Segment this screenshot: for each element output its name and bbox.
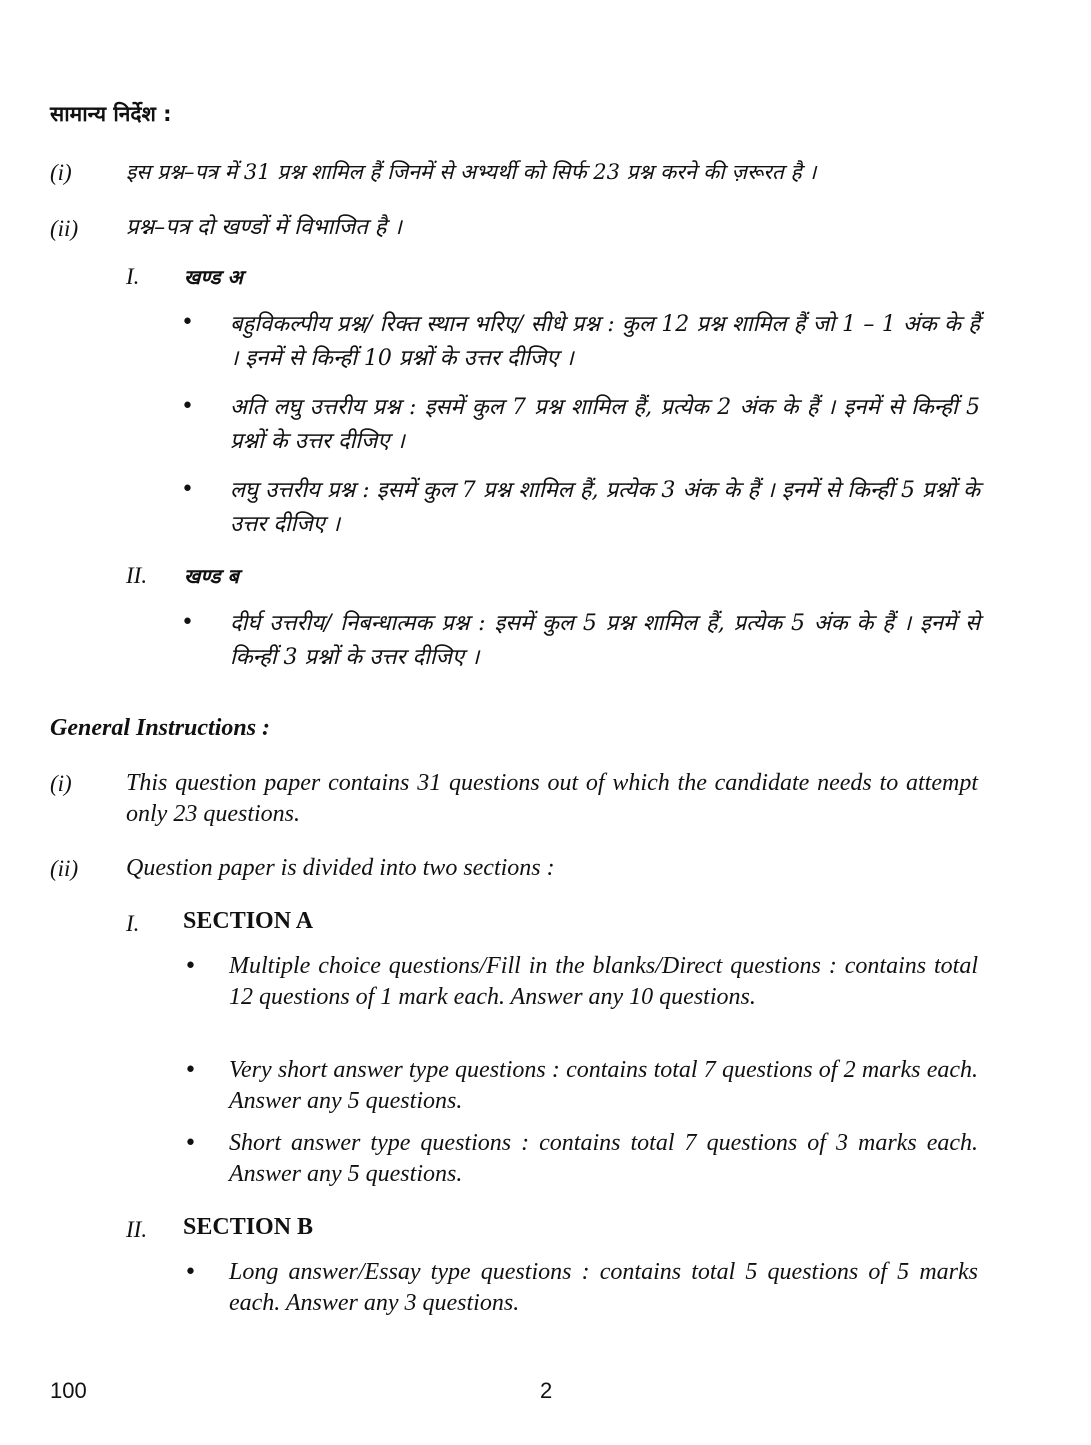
hindi-item-text: इस प्रश्न–पत्र में 31 प्रश्न शामिल हैं जिनमें से अभ्यर्थी को सिर्फ 23 प्रश्न करने की ज़रूरत है । [126,160,817,184]
bullet-icon: • [181,477,194,502]
english-bullet-text: Very short answer type questions : contains total 7 questions of 2 marks each. Answer any 5 questions. [229,1057,978,1114]
english-item-number: (ii) [50,856,79,881]
hindi-item-text: प्रश्न–पत्र दो खण्डों में विभाजित है । [126,215,402,240]
bullet-icon: • [181,610,194,635]
hindi-section-title: खण्ड अ [184,265,243,289]
hindi-section-roman: I. [126,264,140,289]
english-bullet-text: Multiple choice questions/Fill in the blanks/Direct questions : contains total 12 questions of 1 mark each. Answer any 10 questions. [229,953,978,1010]
english-heading: General Instructions : [50,715,271,741]
english-section-title: SECTION A [183,908,314,934]
page-number: 2 [540,1378,553,1403]
hindi-item-number: (ii) [50,216,79,241]
hindi-bullet-text: बहुविकल्पीय प्रश्न/ रिक्त स्थान भरिए/ सीधे प्रश्न : कुल 12 प्रश्न शामिल हैं जो 1 – 1 अंक के हैं । इनमें से किन्हीं 10 प्रश्नों के उत्तर दीजिए । [230,312,980,371]
bullet-icon: • [181,310,194,335]
bullet-icon: • [184,1131,197,1156]
paper-code: 100 [50,1378,87,1403]
hindi-section-title: खण्ड ब [184,564,239,588]
bullet-icon: • [184,1058,197,1083]
english-item-number: (i) [50,771,72,796]
hindi-item-number: (i) [50,160,72,185]
hindi-bullet-text: दीर्घ उत्तरीय/ निबन्धात्मक प्रश्न : इसमें कुल 5 प्रश्न शामिल हैं, प्रत्येक 5 अंक के हैं । इनमें से किन्हीं 3 प्रश्नों के उत्तर दीजिए । [230,611,980,670]
hindi-section-roman: II. [126,563,148,588]
hindi-heading: सामान्य निर्देश : [50,102,172,126]
bullet-icon: • [181,394,194,419]
bullet-icon: • [184,954,197,979]
hindi-bullet-text: अति लघु उत्तरीय प्रश्न : इसमें कुल 7 प्रश्न शामिल हैं, प्रत्येक 2 अंक के हैं । इनमें से किन्हीं 5 प्रश्नों के उत्तर दीजिए । [230,395,980,454]
english-bullet-text: Short answer type questions : contains total 7 questions of 3 marks each. Answer any 5 questions. [229,1130,978,1187]
bullet-icon: • [184,1260,197,1285]
english-bullet-text: Long answer/Essay type questions : contains total 5 questions of 5 marks each. Answer any 3 questions. [229,1259,978,1316]
english-item-text: This question paper contains 31 questions out of which the candidate needs to attempt only 23 questions. [126,770,978,827]
english-section-roman: I. [126,911,140,936]
english-section-title: SECTION B [183,1214,314,1240]
hindi-bullet-text: लघु उत्तरीय प्रश्न : इसमें कुल 7 प्रश्न शामिल हैं, प्रत्येक 3 अंक के हैं । इनमें से किन्हीं 5 प्रश्नों के उत्तर दीजिए । [230,478,980,537]
english-section-roman: II. [126,1217,148,1242]
english-item-text: Question paper is divided into two sections : [126,855,555,881]
